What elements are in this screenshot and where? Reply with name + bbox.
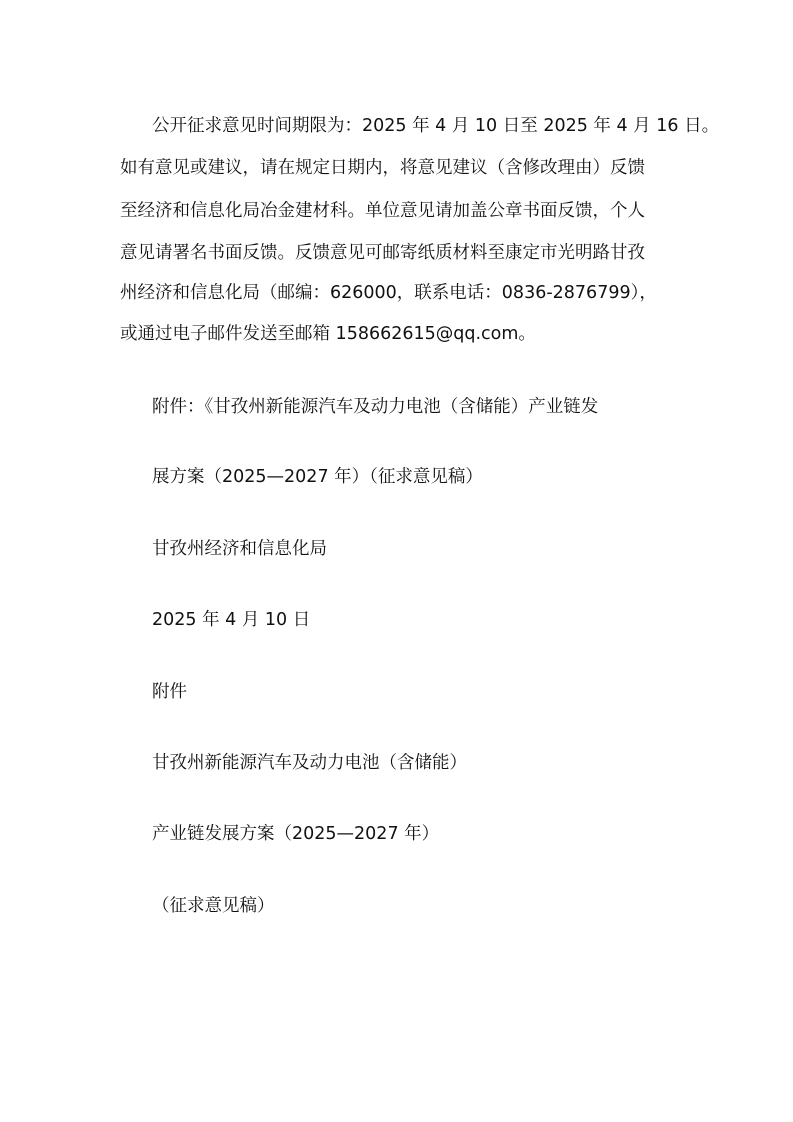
paragraph-line-3: 至经济和信息化局冶金建材科。单位意见请加盖公章书面反馈，个人	[120, 201, 645, 221]
attachment-heading: 附件	[152, 682, 187, 702]
attachment-note-line-2: 展方案（2025—2027 年）（征求意见稿）	[152, 467, 483, 487]
plan-title-line-2: 产业链发展方案（2025—2027 年）	[152, 824, 440, 844]
paragraph-line-1: 公开征求意见时间期限为：2025 年 4 月 10 日至 2025 年 4 月 16 日。	[152, 116, 720, 136]
attachment-note-line-1: 附件：《甘孜州新能源汽车及动力电池（含储能）产业链发	[152, 397, 599, 417]
issuer-name: 甘孜州经济和信息化局	[152, 539, 327, 559]
paragraph-line-2: 如有意见或建议，请在规定日期内，将意见建议（含修改理由）反馈	[120, 158, 645, 178]
paragraph-line-6: 或通过电子邮件发送至邮箱 158662615@qq.com。	[120, 324, 536, 344]
paragraph-line-5: 州经济和信息化局（邮编：626000，联系电话：0836-2876799），	[120, 283, 657, 303]
plan-title-line-1: 甘孜州新能源汽车及动力电池（含储能）	[152, 753, 467, 773]
issue-date: 2025 年 4 月 10 日	[152, 610, 311, 630]
plan-title-line-3: （征求意见稿）	[152, 896, 275, 916]
paragraph-line-4: 意见请署名书面反馈。反馈意见可邮寄纸质材料至康定市光明路甘孜	[120, 243, 645, 263]
